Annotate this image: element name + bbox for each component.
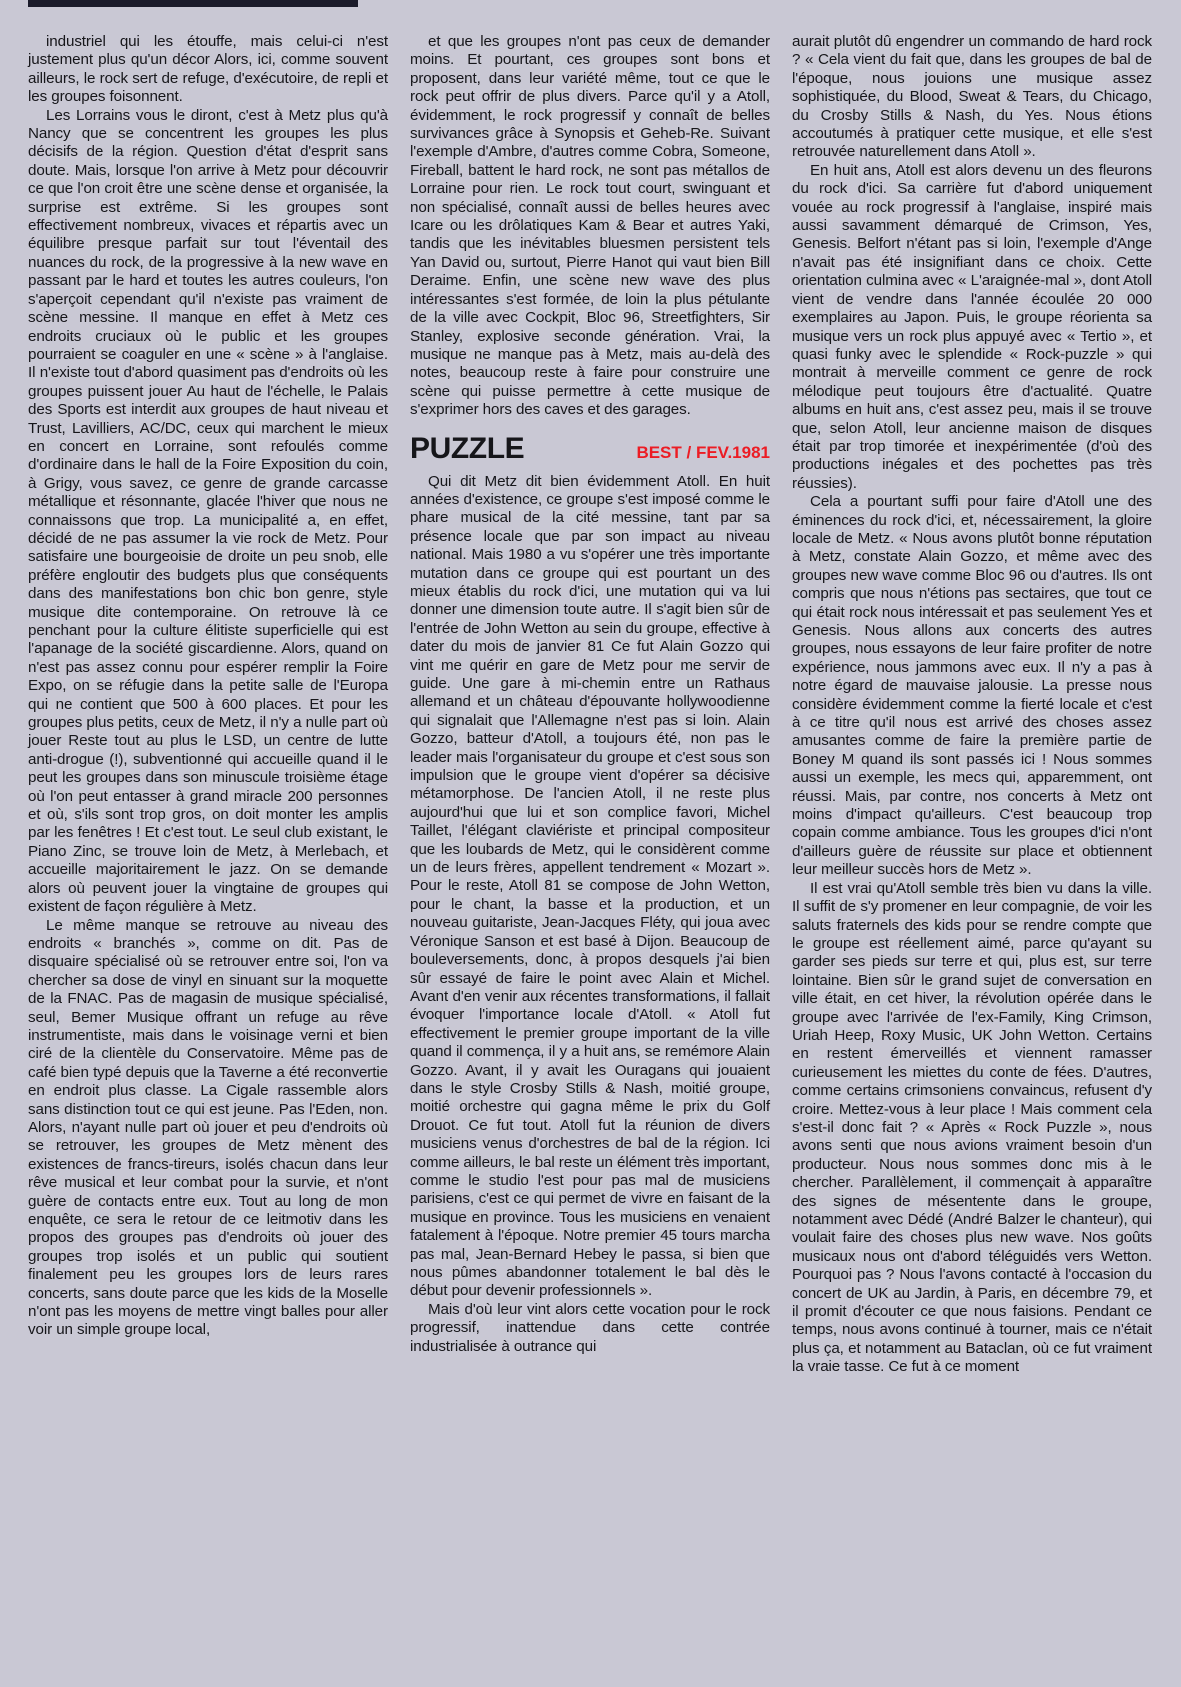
paragraph: aurait plutôt dû engendrer un commando de hard rock ? « Cela vient du fait que, dans les groupes de bal de l'époque, nous jouions une musique assez sophistiquée, du Blood, Sweat & Tears, du Chicago, du Crosby Stills & Nash, du Yes. Nous étions accoutumés à pratiquer cette musique, et elle s'est retrouvée naturellement dans Atoll ». bbox=[792, 33, 1152, 161]
paragraph: Cela a pourtant suffi pour faire d'Atoll une des éminences du rock d'ici, et, nécessairement, la gloire locale de Metz. « Nous avons plutôt bonne réputation à Metz, constate Alain Gozzo, et même avec des groupes new wave comme Bloc 96 ou d'autres. Ils ont compris que nous n'étions pas sectaires, que tout ce qui était rock nous intéressait et pas seulement Yes et Genesis. Nous allons aux concerts des autres groupes, nous essayons de leur faire profiter de notre expérience, nous jammons avec eux. Il n'y a pas à notre égard de mauvaise jalousie. La presse nous considère évidemment comme la fierté locale et c'est à ce titre qu'il nous est arrivé des choses assez amusantes comme de faire la première partie de Boney M quand ils sont passés ici ! Nous sommes aussi un exemple, les mecs qui, apparemment, ont réussi. Mais, par contre, nos concerts à Metz ont moins d'impact qu'ailleurs. C'est beaucoup trop copain comme ambiance. Tous les groupes d'ici n'ont d'ailleurs guère de réussite sur place et obtiennent leur meilleur succès hors de Metz ». bbox=[792, 493, 1152, 879]
column-left bbox=[28, 33, 388, 1377]
section-heading-row bbox=[410, 431, 770, 465]
source-stamp: BEST / FEV.1981 bbox=[636, 442, 770, 462]
article-columns bbox=[28, 33, 1154, 1377]
paragraph: Le même manque se retrouve au niveau des endroits « branchés », comme on dit. Pas de disquaire spécialisé où se retrouver entre soi, l'on va chercher sa dose de vinyl en sinuant sur la moquette de la FNAC. Pas de magasin de musique spécialisé, seul, Bemer Musique offrant un refuge au rêve instrumentiste, mais dans le voisinage verni et bien ciré de la clientèle du Conservatoire. Même pas de café bien typé depuis que la Taverne a été reconvertie en endroit plus classe. La Cigale rassemble alors sans distinction tout ce qui est jeune. Pas l'Eden, non. Alors, n'ayant nulle part où jouer et peu d'endroits où se retrouver, les groupes de Metz mènent des existences de francs-tireurs, isolés chacun dans leur rêve musical et leur combat pour la survie, et n'ont guère de contacts entre eux. Tout au long de mon enquête, ce sera le retour de ce leitmotiv dans les propos des groupes pas d'endroits où jouer des groupes trop isolés et un public qui soutient finalement peu les groupes lors de leurs rares concerts, sans doute parce que les kids de la Moselle n'ont pas les moyens de mettre vingt balles pour aller voir un simple groupe local, bbox=[28, 916, 388, 1339]
column-right bbox=[792, 33, 1152, 1377]
page-title: PUZZLE bbox=[410, 431, 525, 465]
paragraph: Il est vrai qu'Atoll semble très bien vu dans la ville. Il suffit de s'y promener en leur compagnie, de voir les saluts fraternels des kids pour se rendre compte que le groupe est réellement aimé, parce qu'ayant su garder ses pieds sur terre et qui, plus est, sur terre lointaine. Bien sûr le grand sujet de conversation en ville était, en cet hiver, la révolution opérée dans le groupe avec l'arrivée de l'ex-Family, King Crimson, Uriah Heep, Roxy Music, UK John Wetton. Certains en restent émerveillés et viennent ramasser curieusement les miettes du conte de fées. D'autres, comme certains crimsoniens convaincus, refusent d'y croire. Mettez-vous à leur place ! Mais comment cela s'est-il donc fait ? « Après « Rock Puzzle », nous avons senti que nous avions vraiment besoin d'un producteur. Nous nous sommes donc mis à le chercher. Parallèlement, il commençait à apparaître des signes de mésentente dans le groupe, notamment avec Dédé (André Balzer le chanteur), qui voulait faire des choses plus new wave. Nos goûts musicaux nous ont d'abord téléguidés vers Wetton. Pourquoi pas ? Nous l'avons contacté à l'occasion du concert de UK au Jardin, à Paris, en décembre 79, et il promit d'écouter ce que nous faisions. Pendant ce temps, nous avons continué à tourner, mais ce n'était plus ça, et notamment au Bataclan, où ce fut vraiment la vraie tasse. Ce fut à ce moment bbox=[792, 879, 1152, 1376]
paragraph: et que les groupes n'ont pas ceux de demander moins. Et pourtant, ces groupes sont bons et proposent, dans leur variété même, tout ce que le rock peut offrir de plus divers. Parce qu'il y a Atoll, évidemment, le rock progressif y connaît de belles survivances grâce à Synopsis et Geheb-Re. Suivant l'exemple d'Ambre, d'autres comme Cobra, Someone, Fireball, battent le hard rock, ne sont pas métallos de Lorraine pour rien. Le rock tout court, swinguant et non spécialisé, connaît aussi de belles heures avec Icare ou les drôlatiques Kam & Bear et autres Yaki, tandis que les inévitables bluesmen persistent tels Yan David ou, surtout, Pierre Hanot qui vaut bien Bill Deraime. Enfin, une scène new wave des plus intéressantes s'est formée, de loin la plus pétulante de la ville avec Cockpit, Bloc 96, Streetfighters, Sir Stanley, explosive seconde génération. Vrai, la musique ne manque pas à Metz, mais au-delà des notes, beaucoup reste à faire pour construire une scène qui puisse permettre à cette musique de s'exprimer hors des caves et des garages. bbox=[410, 33, 770, 419]
paragraph: industriel qui les étouffe, mais celui-ci n'est justement plus qu'un décor Alors, ici, comme souvent ailleurs, le rock sert de refuge, d'exécutoire, de repli et les groupes foisonnent. bbox=[28, 33, 388, 106]
top-rule-decoration bbox=[28, 0, 358, 7]
paragraph: En huit ans, Atoll est alors devenu un des fleurons du rock d'ici. Sa carrière fut d'abord uniquement vouée au rock progressif à l'anglaise, inspiré mais aussi savamment démarqué de Crimson, Yes, Genesis. Belfort n'étant pas si loin, l'exemple d'Ange n'avait pas été insignifiant dans ce choix. Cette orientation culmina avec « L'araignée-mal », dont Atoll vient de vendre dans l'année écoulée 20 000 exemplaires au Japon. Puis, le groupe réorienta sa musique vers un rock plus appuyé avec « Tertio », et quasi funky avec le splendide « Rock-puzzle » qui montrait à merveille comment ce genre de rock mélodique peut toujours être d'actualité. Quatre albums en huit ans, c'est assez peu, mais il se trouve que, selon Atoll, leur ancienne maison de disques était par trop timorée et inexpérimentée (d'où des productions inégales et des pochettes pas très réussies). bbox=[792, 161, 1152, 492]
paragraph: Qui dit Metz dit bien évidemment Atoll. En huit années d'existence, ce groupe s'est imposé comme le phare musical de la cité messine, tant par sa présence locale que par son impact au niveau national. Mais 1980 a vu s'opérer une très importante mutation dans ce groupe qui est pourtant un des mieux établis du rock d'ici, une mutation qui va lui donner une dimension toute autre. Il s'agit bien sûr de l'entrée de John Wetton au sein du groupe, effective à dater du mois de janvier 81 Ce fut Alain Gozzo qui vint me quérir en gare de Metz pour me servir de guide. Une gare à mi-chemin entre un Rathaus allemand et un château d'épouvante hollywoodienne qui signalait que l'Allemagne n'est pas si loin. Alain Gozzo, batteur d'Atoll, a toujours été, non pas le leader mais l'organisateur du groupe et c'est sous son impulsion que le groupe vient d'opérer sa décisive métamorphose. De l'ancien Atoll, il ne reste plus aujourd'hui que lui et son complice favori, Michel Taillet, l'élégant claviériste et principal compositeur que les loubards de Metz, qui le considèrent comme un de leurs frères, appellent tendrement « Mozart ». Pour le reste, Atoll 81 se compose de John Wetton, pour le chant, la basse et la production, et un nouveau guitariste, Jean-Jacques Fléty, qui joua avec Véronique Sanson et est basé à Dijon. Beaucoup de bouleversements, donc, à propos desquels j'ai bien sûr essayé de faire le point avec Alain et Michel. Avant d'en venir aux récentes transformations, il fallait évoquer l'importance locale d'Atoll. « Atoll fut effectivement le premier groupe important de la ville quand il commença, il y a huit ans, se remémore Alain Gozzo. Avant, il y avait les Ouragans qui jouaient dans le style Crosby Stills & Nash, moitié groupe, moitié orchestre qui gagna même le prix du Golf Drouot. Ce fut tout. Atoll fut la réunion de divers musiciens venus d'orchestres de bal de la région. Ici comme ailleurs, le bal reste un élément très important, comme le studio l'est pour pas mal de musiciens parisiens, c'est ce qui permet de vivre en faisant de la musique en province. Tous les musiciens en venaient fatalement à l'époque. Notre premier 45 tours marcha pas mal, Jean-Bernard Hebey le passa, si bien que nous pûmes abandonner totalement le bal dès le début pour devenir professionnels ». bbox=[410, 472, 771, 1300]
column-middle bbox=[410, 33, 770, 1377]
paragraph: Mais d'où leur vint alors cette vocation pour le rock progressif, inattendue dans cette contrée industrialisée à outrance qui bbox=[410, 1300, 770, 1355]
paragraph: Les Lorrains vous le diront, c'est à Metz plus qu'à Nancy que se concentrent les groupes les plus décisifs de la région. Question d'état d'esprit sans doute. Mais, lorsque l'on arrive à Metz pour découvrir ce que l'on croit être une scène dense et organisée, la surprise est extrême. Si les groupes sont effectivement nombreux, vivaces et répartis avec un équilibre presque parfait sur tout l'éventail des nuances du rock, de la progressive à la new wave en passant par le hard et toutes les autres couleurs, l'on s'aperçoit cependant qu'il n'existe pas vraiment de scène messine. Il manque en effet à Metz ces endroits cruciaux où le public et les groupes pourraient se coaguler en une « scène » à l'anglaise. Il n'existe tout d'abord quasiment pas d'endroits où les groupes puissent jouer Au haut de l'échelle, le Palais des Sports est interdit aux groupes de haut niveau et Trust, Lavilliers, AC/DC, ceux qui marchent le mieux en concert en Lorraine, sont refoulés comme d'ordinaire dans le hall de la Foire Exposition du coin, à Grigy, vous savez, ce genre de grande carcasse métallique et résonnante, glacée l'hiver que nous ne connaissons que trop. La municipalité a, en effet, décidé de ne pas assumer la vie rock de Metz. Pour satisfaire une bourgeoisie de droite un peu snob, elle préfère engloutir des budgets plus que conséquents dans des manifestations bon chic bon genre, style musique dite contemporaine. On retrouve là ce penchant pour la culture élitiste superficielle qui est l'apanage de la société giscardienne. Alors, quand on n'est pas assez connu pour espérer remplir la Foire Expo, on se réfugie dans la petite salle de l'Europa qui ne contient que 500 à 600 places. Et pour les groupes plus petits, ceux de Metz, il n'y a nulle part où jouer Reste tout au plus le LSD, un centre de lutte anti-drogue (!), subventionné qui accueille quand il le peut les groupes dans son minuscule troisième étage où l'on peut entasser à grand miracle 200 personnes et où, s'ils sont trop gros, on doit monter les amplis par les fenêtres ! Et c'est tout. Le seul club existant, le Piano Zinc, se trouve loin de Metz, à Merlebach, et accueille majoritairement le jazz. On se demande alors où peuvent jouer la vingtaine de groupes qui existent de façon régulière à Metz. bbox=[28, 106, 388, 916]
